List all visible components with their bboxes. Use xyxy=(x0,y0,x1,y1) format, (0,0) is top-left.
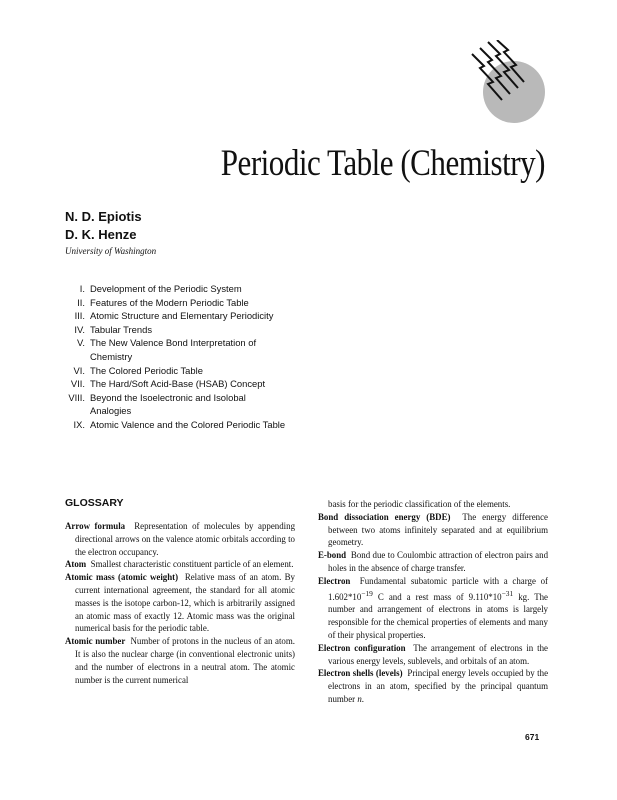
author-name: N. D. Epiotis xyxy=(65,209,142,224)
toc-text: Atomic Valence and the Colored Periodic Table xyxy=(90,418,286,430)
toc-item xyxy=(66,364,316,378)
glossary-heading: GLOSSARY xyxy=(65,497,124,509)
glossary-term: Arrow formula xyxy=(65,521,126,531)
toc-number: IX. xyxy=(73,418,85,430)
glossary-entry xyxy=(318,511,548,549)
glossary-definition: Smallest characteristic constituent particle of an element. xyxy=(90,559,294,570)
toc-number: VIII. xyxy=(68,391,85,403)
toc-text: The Colored Periodic Table xyxy=(90,364,203,376)
glossary-definition: Bond due to Coulombic attraction of electron pairs and holes in the absence of charge transfer. xyxy=(328,550,549,573)
glossary-definition: Representation of molecules by appending directional arrows on the valence atomic orbitals according to the electron occupancy. xyxy=(75,521,296,557)
glossary-definition: Relative mass of an atom. By current international agreement, the standard for all atomic masses is the isotope carbon-12, which is arbitrarily assigned an atomic mass of exactly 12. Atomic mass was the original numerical basis for the periodic table. xyxy=(75,572,295,634)
toc-text: The New Valence Bond Interpretation of Chemistry xyxy=(90,337,257,362)
toc-item xyxy=(66,336,316,363)
toc-text: Development of the Periodic System xyxy=(90,283,242,294)
toc-number: II. xyxy=(77,296,85,308)
glossary-definition: The arrangement of electrons in the various energy levels, sublevels, and orbitals of an atom. xyxy=(328,642,548,666)
glossary-entry xyxy=(65,520,295,558)
author-affiliation: University of Washington xyxy=(65,246,157,256)
glossary-entry xyxy=(65,571,295,635)
author-block xyxy=(65,208,156,258)
toc-text: Tabular Trends xyxy=(90,323,153,335)
article-title: Periodic Table (Chemistry) xyxy=(220,143,545,184)
toc-item xyxy=(66,296,316,310)
toc-item xyxy=(66,282,316,296)
glossary-definition: Principal energy levels occupied by the electrons in an atom, specified by the principal quantum number n. xyxy=(328,668,549,704)
toc-item xyxy=(66,391,316,418)
glossary-column-right xyxy=(318,498,548,706)
glossary-definition: The energy difference between two atoms infinitely separated and at equilibrium geometry. xyxy=(328,511,548,548)
toc-number: III. xyxy=(74,310,85,322)
toc-number: IV. xyxy=(74,323,85,335)
variable-n: n xyxy=(357,693,362,704)
glossary-definition: Fundamental subatomic particle with a charge of $1.602*10^{-19}$ C and a rest mass of $9.110*10^{-31}$ kg. The number and arrangement of electrons in atoms is largely responsible for the chemical properties of elements and many of their physical properties. xyxy=(328,575,548,640)
toc-item xyxy=(66,377,316,391)
superscript-exponent: −31 xyxy=(501,588,514,598)
toc-number: I. xyxy=(79,283,85,294)
glossary-entry xyxy=(65,635,295,686)
toc-item xyxy=(66,323,316,337)
toc-text: Beyond the Isoelectronic and Isolobal Analogies xyxy=(90,391,246,417)
toc-item xyxy=(66,309,316,323)
glossary-definition: Number of protons in the nucleus of an atom. It is also the nuclear charge (in conventional electronic units) and the number of electrons in a neutral atom. The atomic number is the current numerical xyxy=(75,636,295,685)
glossary-term: Electron configuration xyxy=(318,642,406,653)
toc-text: The Hard/Soft Acid-Base (HSAB) Concept xyxy=(90,378,266,390)
author-name: D. K. Henze xyxy=(65,227,137,242)
toc-number: VI. xyxy=(73,364,85,376)
toc-item xyxy=(66,418,316,432)
glossary-term: Electron shells (levels) xyxy=(318,668,403,679)
glossary-entry xyxy=(318,642,548,668)
toc-text: Features of the Modern Periodic Table xyxy=(90,296,249,308)
encyclopedia-logo xyxy=(466,40,551,125)
glossary-entry xyxy=(318,549,548,575)
superscript-exponent: −19 xyxy=(361,588,373,598)
glossary-entry xyxy=(318,667,548,705)
page-number: 671 xyxy=(525,732,540,742)
toc-number: V. xyxy=(77,337,85,349)
glossary-entry xyxy=(318,575,548,642)
glossary-continuation: basis for the periodic classification of the elements. xyxy=(328,499,511,509)
toc-text: Atomic Structure and Elementary Periodicity xyxy=(90,310,274,322)
glossary-term: Electron xyxy=(318,575,351,586)
glossary-term: Atomic mass (atomic weight) xyxy=(65,572,179,583)
glossary-column-left xyxy=(65,520,295,686)
glossary-entry xyxy=(65,558,295,571)
glossary-term: Bond dissociation energy (BDE) xyxy=(318,511,451,522)
toc-number: VII. xyxy=(70,378,85,390)
glossary-term: Atom xyxy=(65,559,87,570)
glossary-term: Atomic number xyxy=(65,636,126,647)
table-of-contents xyxy=(66,282,316,432)
glossary-term: E-bond xyxy=(318,550,347,561)
